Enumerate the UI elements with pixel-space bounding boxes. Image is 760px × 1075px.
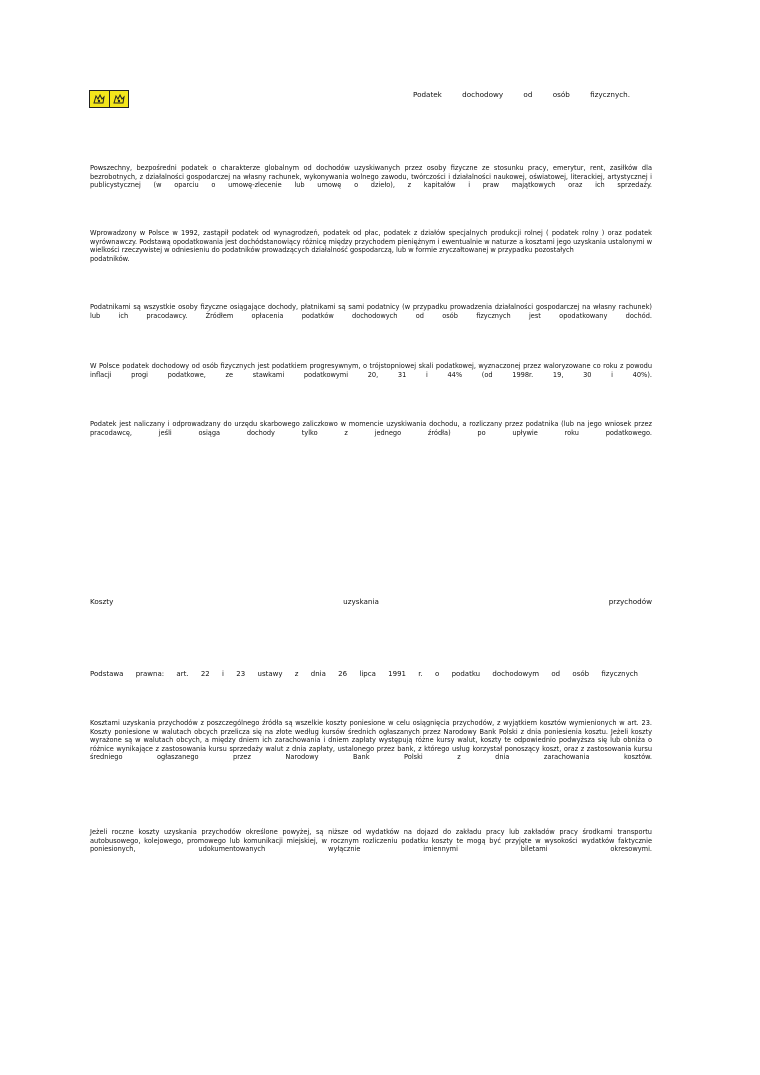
paragraph-collection: Podatek jest naliczany i odprowadzany do urzędu skarbowego zaliczkowo w momencie uzyskiwania dochodu, a rozliczany przez podatnika (lub na jego wniosek przez pracodawcę, jeśli osiąga dochody tylko z jednego źródła) po upływie roku podatkowego. [90, 420, 652, 437]
paragraph-costs: Kosztami uzyskania przychodów z poszczególnego źródła są wszelkie koszty poniesione w celu osiągnięcia przychodów, z wyjątkiem kosztów wymienionych w art. 23. Koszty poniesione w walutach obcych przelicza się na złote według kursów średnich ogłaszanych przez Narodowy Bank Polski z dnia poniesienia kosztu. Jeżeli koszty wyrażone są w walutach obcych, a między dniem ich zarachowania i dniem zapłaty występują różne kursy walut, koszty te odpowiednio podwyższa się lub obniża o różnice wynikające z zastosowania kursu sprzedaży walut z dnia zapłaty, ustalonego przez bank, z którego usług korzystał ponoszący koszt, oraz z zastosowania kursu średniego ogłaszanego przez Narodowy Bank Polski z dnia zarachowania kosztów. [90, 719, 652, 762]
paragraph-introduction-text: Wprowadzony w Polsce w 1992, zastąpił podatek od wynagrodzeń, podatek od płac, podatek z działów specjalnych produkcji rolnej ( podatek rolny ) oraz podatek wyrównawczy. Podstawą opodatkowania jest dochódstanowiący różnicę między przychodem pieniężnym i ewentualnie w naturze a kosztami jego uzyskania ustalonymi w wielkości rzeczywistej w odniesieniu do podatników prowadzących działalność gospodarczą, lub w formie zryczałtowanej w przypadku pozostałych [90, 229, 652, 255]
paragraph-progressive-tax: W Polsce podatek dochodowy od osób fizycznych jest podatkiem progresywnym, o trójstopniowej skali podatkowej, wyznaczonej przez waloryzowane co roku z powodu inflacji progi podatkowe, ze stawkami podatkowymi 20, 31 i 44% (od 1998r. 19, 30 i 40%). [90, 362, 652, 379]
paragraph-commuting-costs: Jeżeli roczne koszty uzyskania przychodów określone powyżej, są niższe od wydatków na dojazd do zakładu pracy lub zakładów pracy środkami transportu autobusowego, kolejowego, promowego lub komunikacji miejskiej, w rocznym rozliczeniu podatku koszty te mogą być przyjęte w wysokości wydatków faktycznie poniesionych, udokumentowanych wyłącznie imiennymi biletami okresowymi. [90, 828, 652, 854]
paragraph-introduction [90, 229, 652, 263]
legal-basis: Podstawa prawna: art. 22 i 23 ustawy z dnia 26 lipca 1991 r. o podatku dochodowym od osób fizycznych [90, 670, 638, 678]
hand-icon [90, 91, 110, 107]
paragraph-taxpayers: Podatnikami są wszystkie osoby fizyczne osiągające dochody, płatnikami są sami podatnicy (w przypadku prowadzenia działalności gospodarczej na własny rachunek) lub ich pracodawcy. Źródłem opłacenia podatków dochodowych od osób fizycznych jest opodatkowany dochód. [90, 303, 652, 320]
section-heading: Koszty uzyskania przychodów [90, 597, 652, 606]
paragraph-definition: Powszechny, bezpośredni podatek o charakterze globalnym od dochodów uzyskiwanych przez osoby fizyczne ze stosunku pracy, emerytur, rent, zasiłków dla bezrobotnych, z działalności gospodarczej na własny rachunek, wykonywania wolnego zawodu, twórczości i działalności naukowej, oświatowej, literackiej, artystycznej i publicystycznej (w oparciu o umowę-zlecenie lub umowę o dzieło), z kapitałów i praw majątkowych oraz ich sprzedaży. [90, 164, 652, 190]
hand-icon [110, 91, 129, 107]
paragraph-introduction-tail: podatników. [90, 254, 130, 263]
logo [89, 90, 129, 108]
page-title: Podatek dochodowy od osób fizycznych. [413, 90, 630, 99]
